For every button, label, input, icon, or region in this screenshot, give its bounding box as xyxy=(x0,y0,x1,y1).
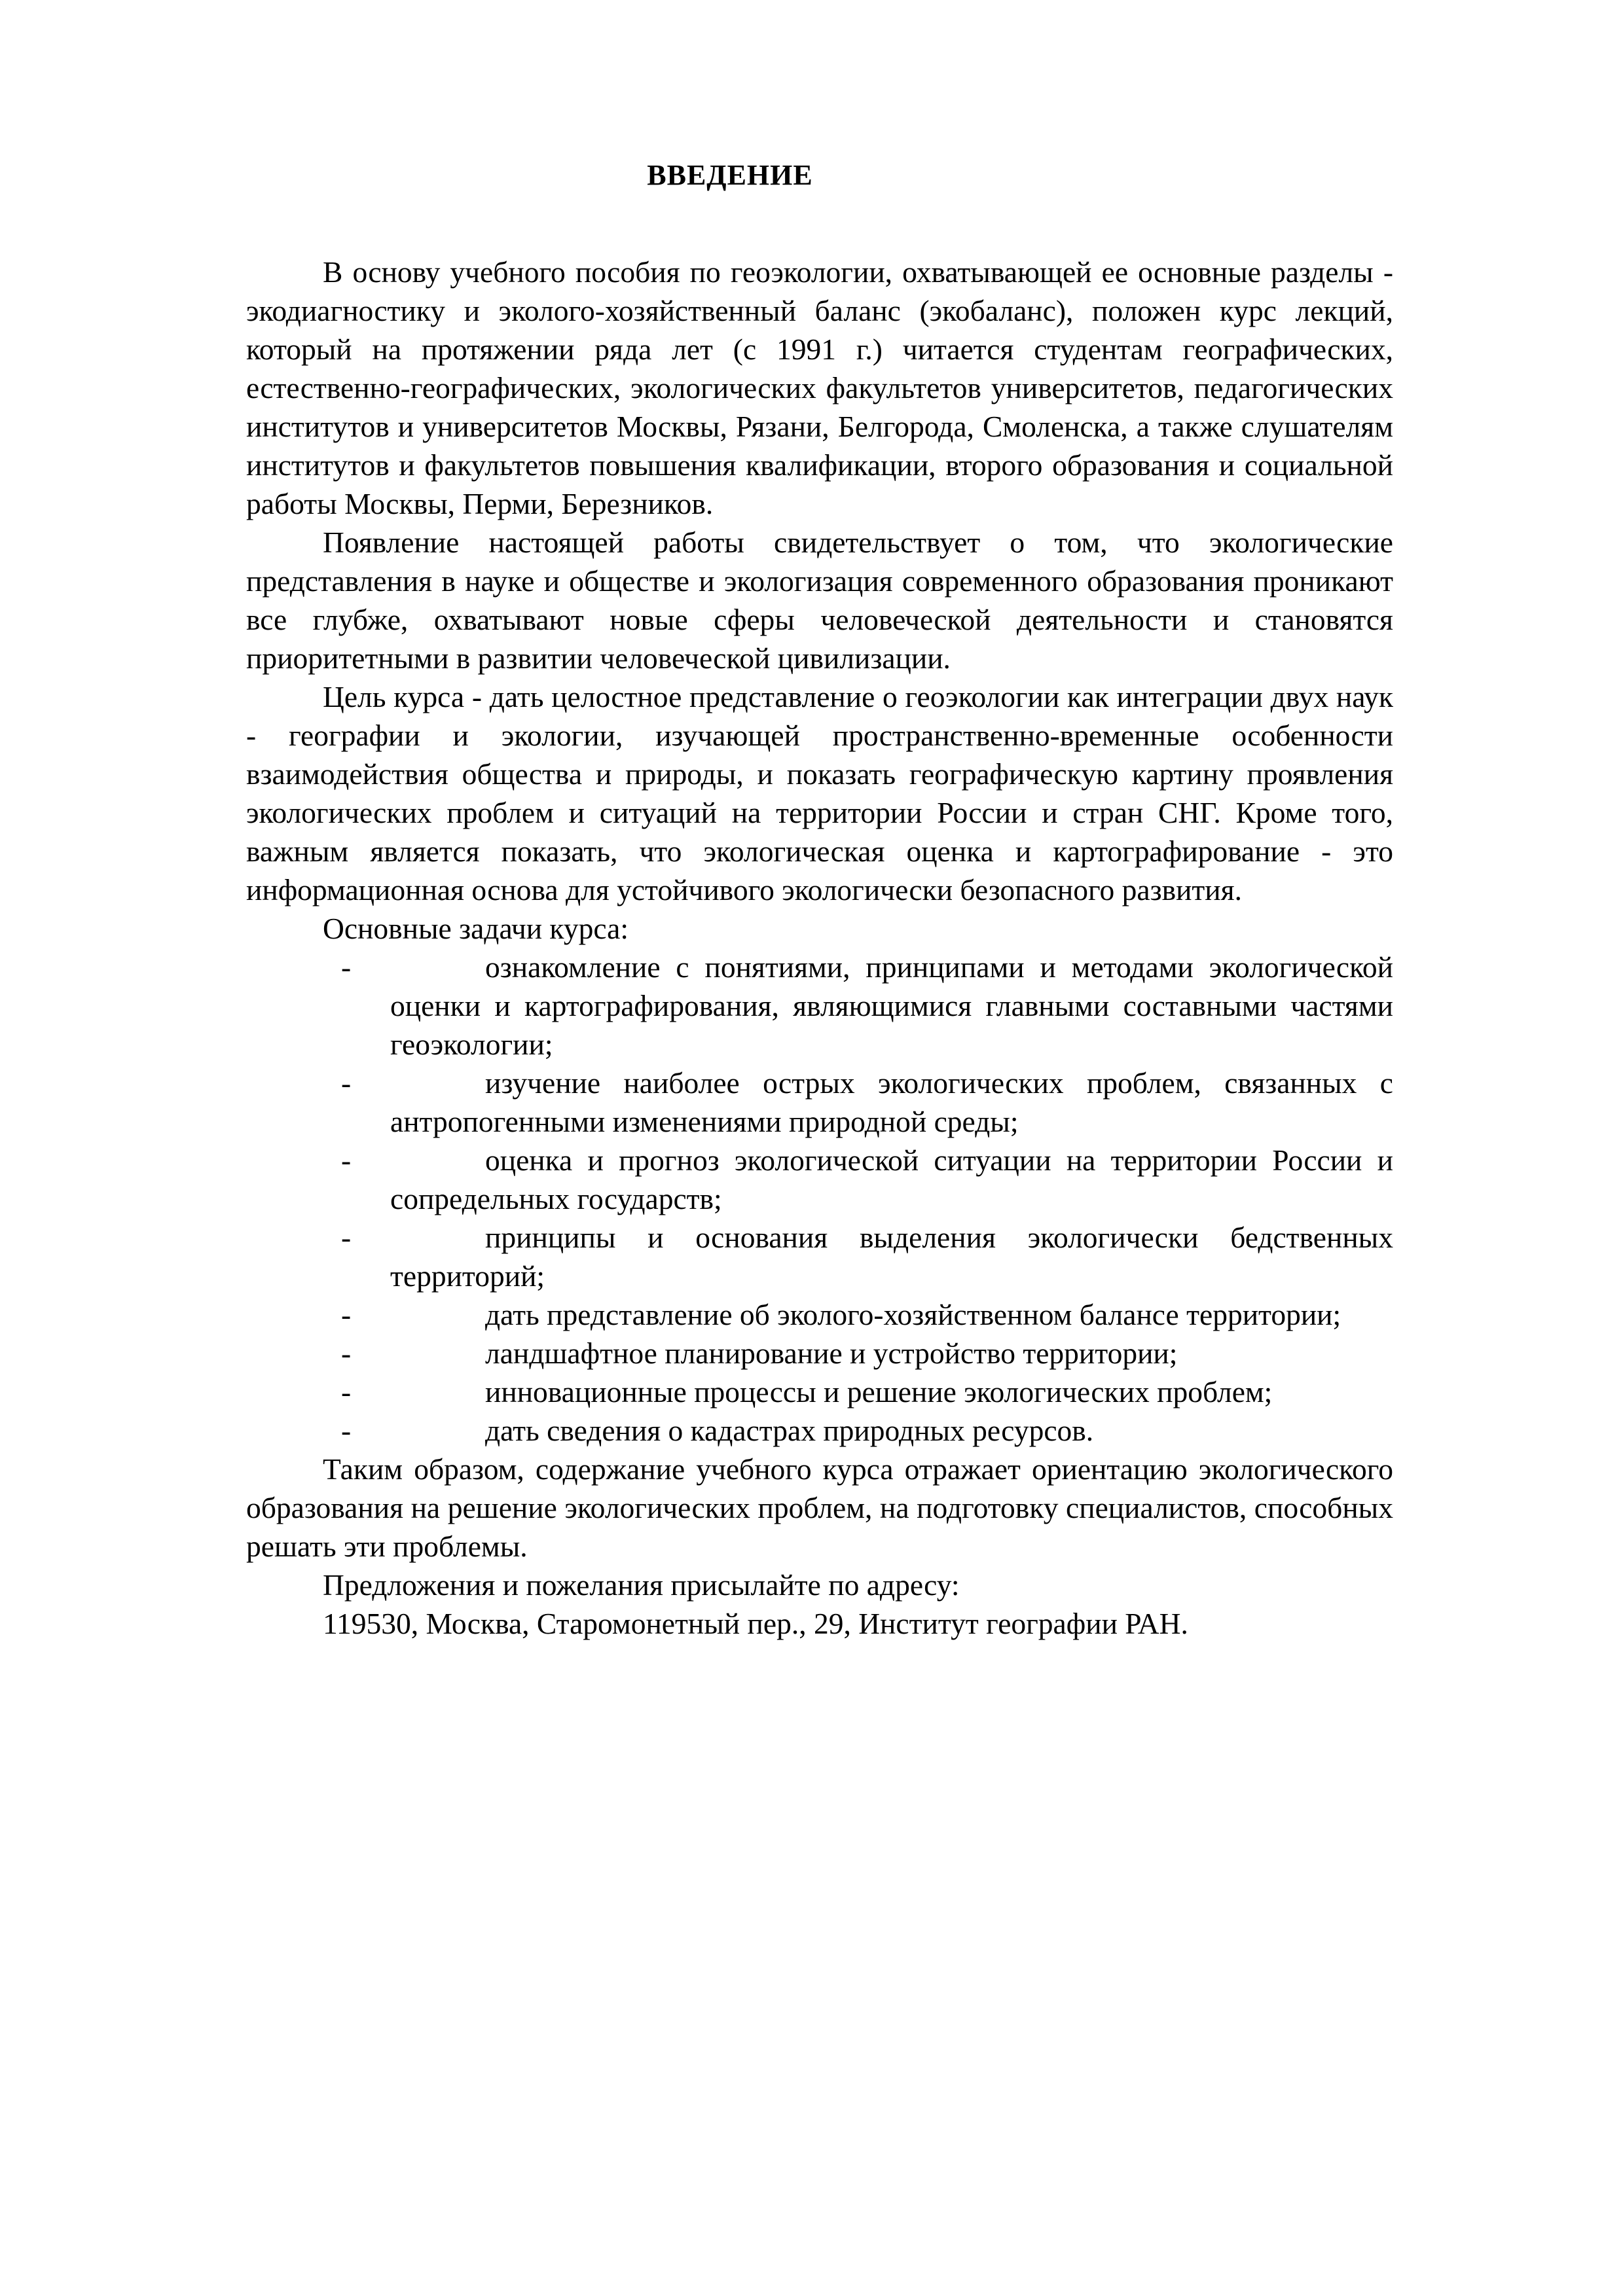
list-dash: - xyxy=(341,950,352,984)
list-dash: - xyxy=(341,1298,352,1331)
list-item-text: дать представление об эколого-хозяйственном балансе территории; xyxy=(485,1298,1341,1331)
list-item xyxy=(246,948,1393,1064)
page-title: ВВЕДЕНИЕ xyxy=(647,159,813,191)
list-item xyxy=(246,1141,1393,1218)
list-item xyxy=(246,1218,1393,1295)
document-body xyxy=(246,253,1393,1643)
list-item-text: ландшафтное планирование и устройство территории; xyxy=(485,1336,1178,1370)
list-dash: - xyxy=(341,1414,352,1447)
contact-intro: Предложения и пожелания присылайте по адресу: xyxy=(323,1568,960,1602)
paragraph-intro: В основу учебного пособия по геоэкологии, охватывающей ее основные разделы - экодиагностику и эколого-хозяйственный баланс (экобаланс), положен курс лекций, который на протяжении ряда лет (с 1991 г.) читается студентам географических, естественно-географических, экологических факультетов университетов, педагогических институтов и университетов Москвы, Рязани, Белгорода, Смоленска, а также слушателям институтов и факультетов повышения квалификации, второго образования и социальной работы Москвы, Перми, Березников. xyxy=(246,255,1393,520)
list-item-text: дать сведения о кадастрах природных ресурсов. xyxy=(485,1414,1094,1447)
list-item xyxy=(246,1411,1393,1450)
list-item xyxy=(246,1334,1393,1372)
paragraph-course-goal: Цель курса - дать целостное представление о геоэкологии как интеграции двух наук - географии и экологии, изучающей пространственно-временные особенности взаимодействия общества и природы, и показать географическую картину проявления экологических проблем и ситуаций на территории России и стран СНГ. Кроме того, важным является показать, что экологическая оценка и картографирование - это информационная основа для устойчивого экологически безопасного развития. xyxy=(246,680,1393,906)
tasks-intro: Основные задачи курса: xyxy=(323,912,629,945)
list-dash: - xyxy=(341,1336,352,1370)
list-dash: - xyxy=(341,1066,352,1100)
paragraph-conclusion: Таким образом, содержание учебного курса отражает ориентацию экологического образования на решение экологических проблем, на подготовку специалистов, способных решать эти проблемы. xyxy=(246,1452,1393,1563)
list-item xyxy=(246,1372,1393,1411)
list-dash: - xyxy=(341,1143,352,1177)
list-item xyxy=(246,1064,1393,1141)
list-dash: - xyxy=(341,1221,352,1254)
tasks-list xyxy=(246,948,1393,1450)
contact-address: 119530, Москва, Старомонетный пер., 29, Институт географии РАН. xyxy=(323,1607,1188,1640)
list-item-text: ознакомление с понятиями, принципами и методами экологической оценки и картографирования, являющимися главными составными частями геоэкологии; xyxy=(390,950,1393,1061)
list-item-text: принципы и основания выделения экологически бедственных территорий; xyxy=(390,1221,1393,1293)
list-item-text: оценка и прогноз экологической ситуации на территории России и сопредельных государств; xyxy=(390,1143,1393,1215)
list-item-text: изучение наиболее острых экологических проблем, связанных с антропогенными изменениями природной среды; xyxy=(390,1066,1393,1138)
paragraph-significance: Появление настоящей работы свидетельствует о том, что экологические представления в науке и обществе и экологизация современного образования проникают все глубже, охватывают новые сферы человеческой деятельности и становятся приоритетными в развитии человеческой цивилизации. xyxy=(246,526,1393,675)
list-item xyxy=(246,1295,1393,1334)
list-item-text: инновационные процессы и решение экологических проблем; xyxy=(485,1375,1273,1408)
list-dash: - xyxy=(341,1375,352,1408)
